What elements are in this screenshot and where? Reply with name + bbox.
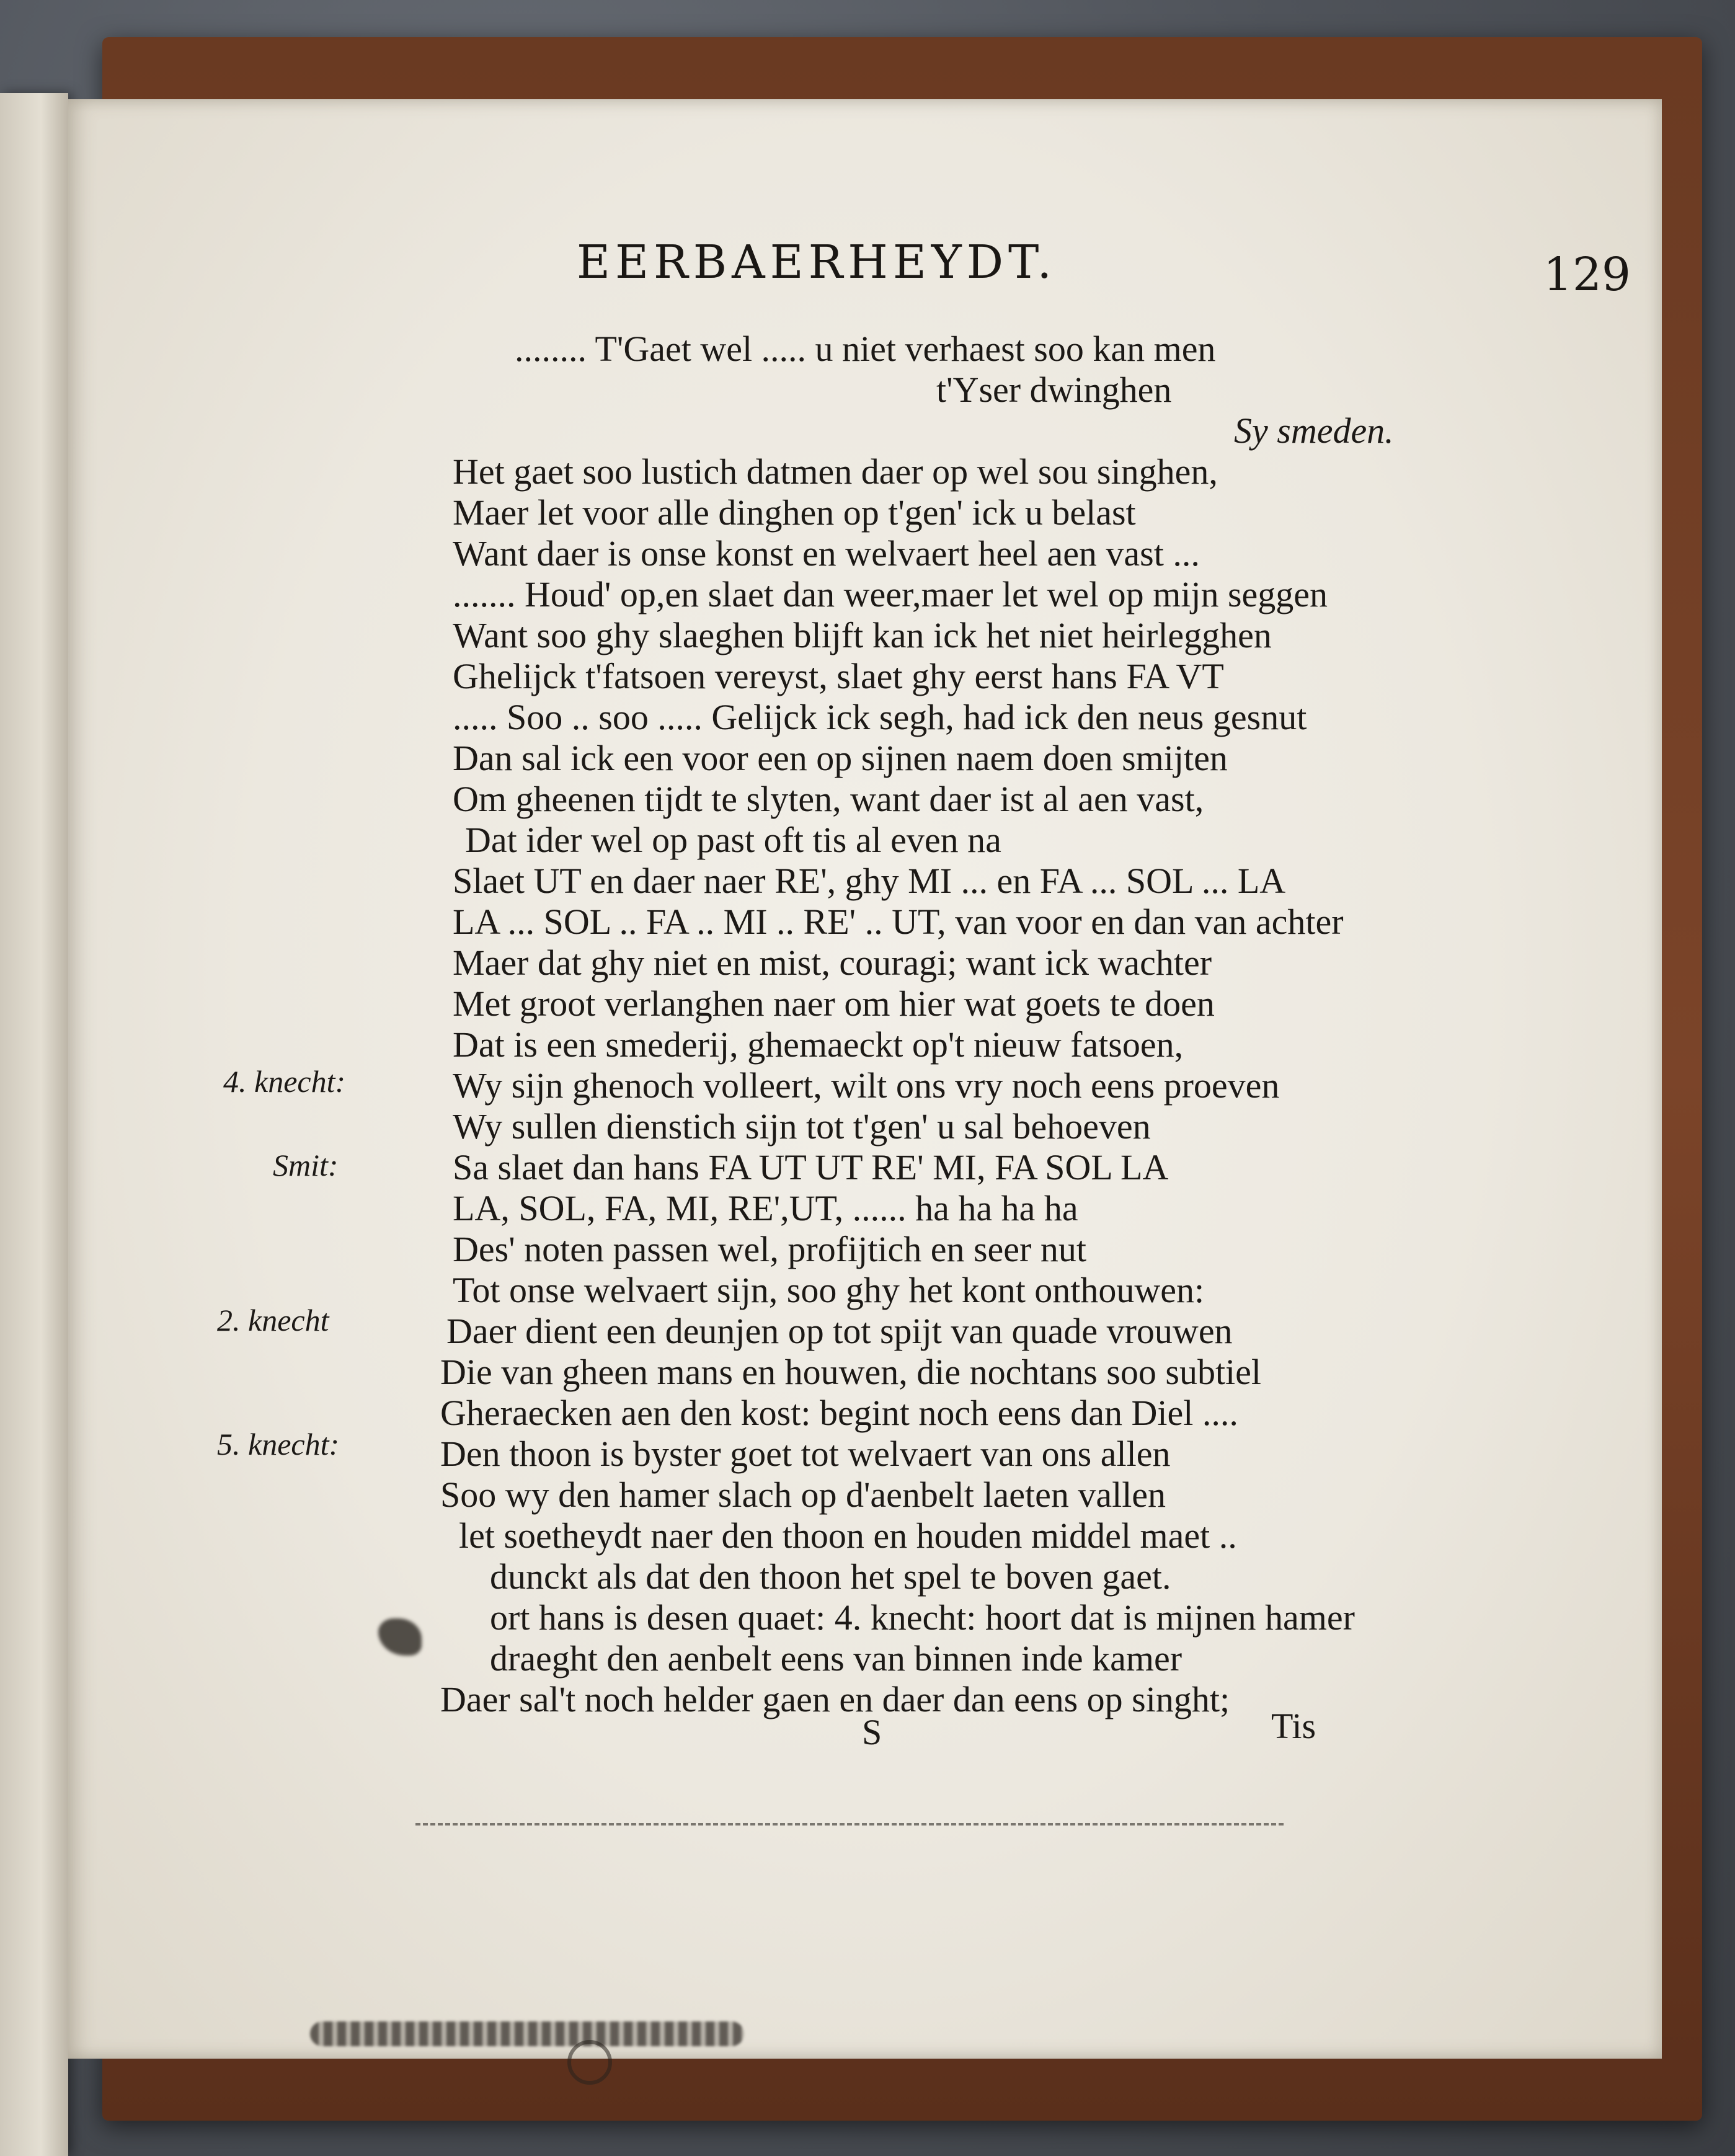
text-line: Dan sal ick een voor een op sijnen naem doen smijten xyxy=(453,738,1228,778)
text-line: Daer sal't noch helder gaen en daer dan eens op singht; xyxy=(440,1679,1230,1719)
catchword: Tis xyxy=(1271,1706,1316,1746)
running-head: EERBAERHEYDT. xyxy=(577,236,1057,289)
text-line: Den thoon is byster goet tot welvaert van ons allen xyxy=(440,1434,1171,1474)
text-line: Wy sullen dienstich sijn tot t'gen' u sal behoeven xyxy=(453,1106,1151,1147)
ink-bleed-stroke xyxy=(310,2021,744,2046)
text-block xyxy=(254,329,1432,1817)
text-line: Gheraecken aen den kost: begint noch eens dan Diel .... xyxy=(440,1393,1238,1433)
ink-bleed-circle xyxy=(567,2040,612,2085)
text-line: Dat is een smederij, ghemaeckt op't nieuw fatsoen, xyxy=(453,1024,1184,1065)
text-line: Die van gheen mans en houwen, die nochtans soo subtiel xyxy=(440,1352,1262,1392)
text-line: let soetheydt naer den thoon en houden middel maet .. xyxy=(459,1515,1237,1556)
text-line: Ghelijck t'fatsoen vereyst, slaet ghy eerst hans FA VT xyxy=(453,656,1224,696)
speaker-label: 2. knecht xyxy=(217,1303,329,1338)
text-line: Want soo ghy slaeghen blijft kan ick het niet heirlegghen xyxy=(453,615,1272,655)
text-line: ....... Houd' op,en slaet dan weer,maer let wel op mijn seggen xyxy=(453,574,1328,614)
book-page xyxy=(68,99,1662,2059)
page-header xyxy=(515,236,1631,335)
text-line: draeght den aenbelt eens van binnen inde kamer xyxy=(490,1638,1183,1679)
speaker-label: Smit: xyxy=(273,1148,339,1182)
text-line: ort hans is desen quaet: 4. knecht: hoort dat is mijnen hamer xyxy=(490,1597,1355,1638)
text-line: Om gheenen tijdt te slyten, want daer ist al aen vast, xyxy=(453,779,1204,819)
signature-mark: S xyxy=(862,1712,882,1752)
text-line: Het gaet soo lustich datmen daer op wel sou singhen, xyxy=(453,451,1218,492)
text-line: Dat ider wel op past oft tis al even na xyxy=(465,820,1001,860)
left-page-edge xyxy=(0,93,68,2156)
text-line: Sa slaet dan hans FA UT UT RE' MI, FA SOL LA xyxy=(453,1147,1169,1187)
text-line: Des' noten passen wel, profijtich en seer nut xyxy=(453,1229,1086,1269)
stage-direction: Sy smeden. xyxy=(1234,410,1394,451)
page-number: 129 xyxy=(1543,248,1631,301)
speaker-label: 5. knecht: xyxy=(217,1427,340,1462)
text-line: Soo wy den hamer slach op d'aenbelt laeten vallen xyxy=(440,1475,1166,1515)
text-line: Wy sijn ghenoch volleert, wilt ons vry noch eens proeven xyxy=(453,1065,1280,1106)
speaker-label: 4. knecht: xyxy=(223,1064,346,1099)
text-line: Want daer is onse konst en welvaert heel aen vast ... xyxy=(453,533,1200,574)
text-line: dunckt als dat den thoon het spel te boven gaet. xyxy=(490,1556,1171,1597)
text-line: Daer dient een deunjen op tot spijt van quade vrouwen xyxy=(446,1311,1233,1351)
text-line: Maer let voor alle dinghen op t'gen' ick u belast xyxy=(453,492,1136,533)
text-line: ........ T'Gaet wel ..... u niet verhaest soo kan men xyxy=(515,329,1216,369)
text-line: Met groot verlanghen naer om hier wat goets te doen xyxy=(453,983,1215,1024)
text-line: LA ... SOL .. FA .. MI .. RE' .. UT, van voor en dan van achter xyxy=(453,902,1344,942)
rule-dashes xyxy=(415,1823,1284,1829)
text-line: Slaet UT en daer naer RE', ghy MI ... en FA ... SOL ... LA xyxy=(453,861,1286,901)
text-line: LA, SOL, FA, MI, RE',UT, ...... ha ha ha ha xyxy=(453,1188,1078,1228)
text-line: Tot onse welvaert sijn, soo ghy het kont onthouwen: xyxy=(453,1270,1205,1310)
text-line: ..... Soo .. soo ..... Gelijck ick segh, had ick den neus gesnut xyxy=(453,697,1307,737)
text-line: t'Yser dwinghen xyxy=(936,370,1172,410)
text-line: Maer dat ghy niet en mist, couragi; want ick wachter xyxy=(453,943,1212,983)
